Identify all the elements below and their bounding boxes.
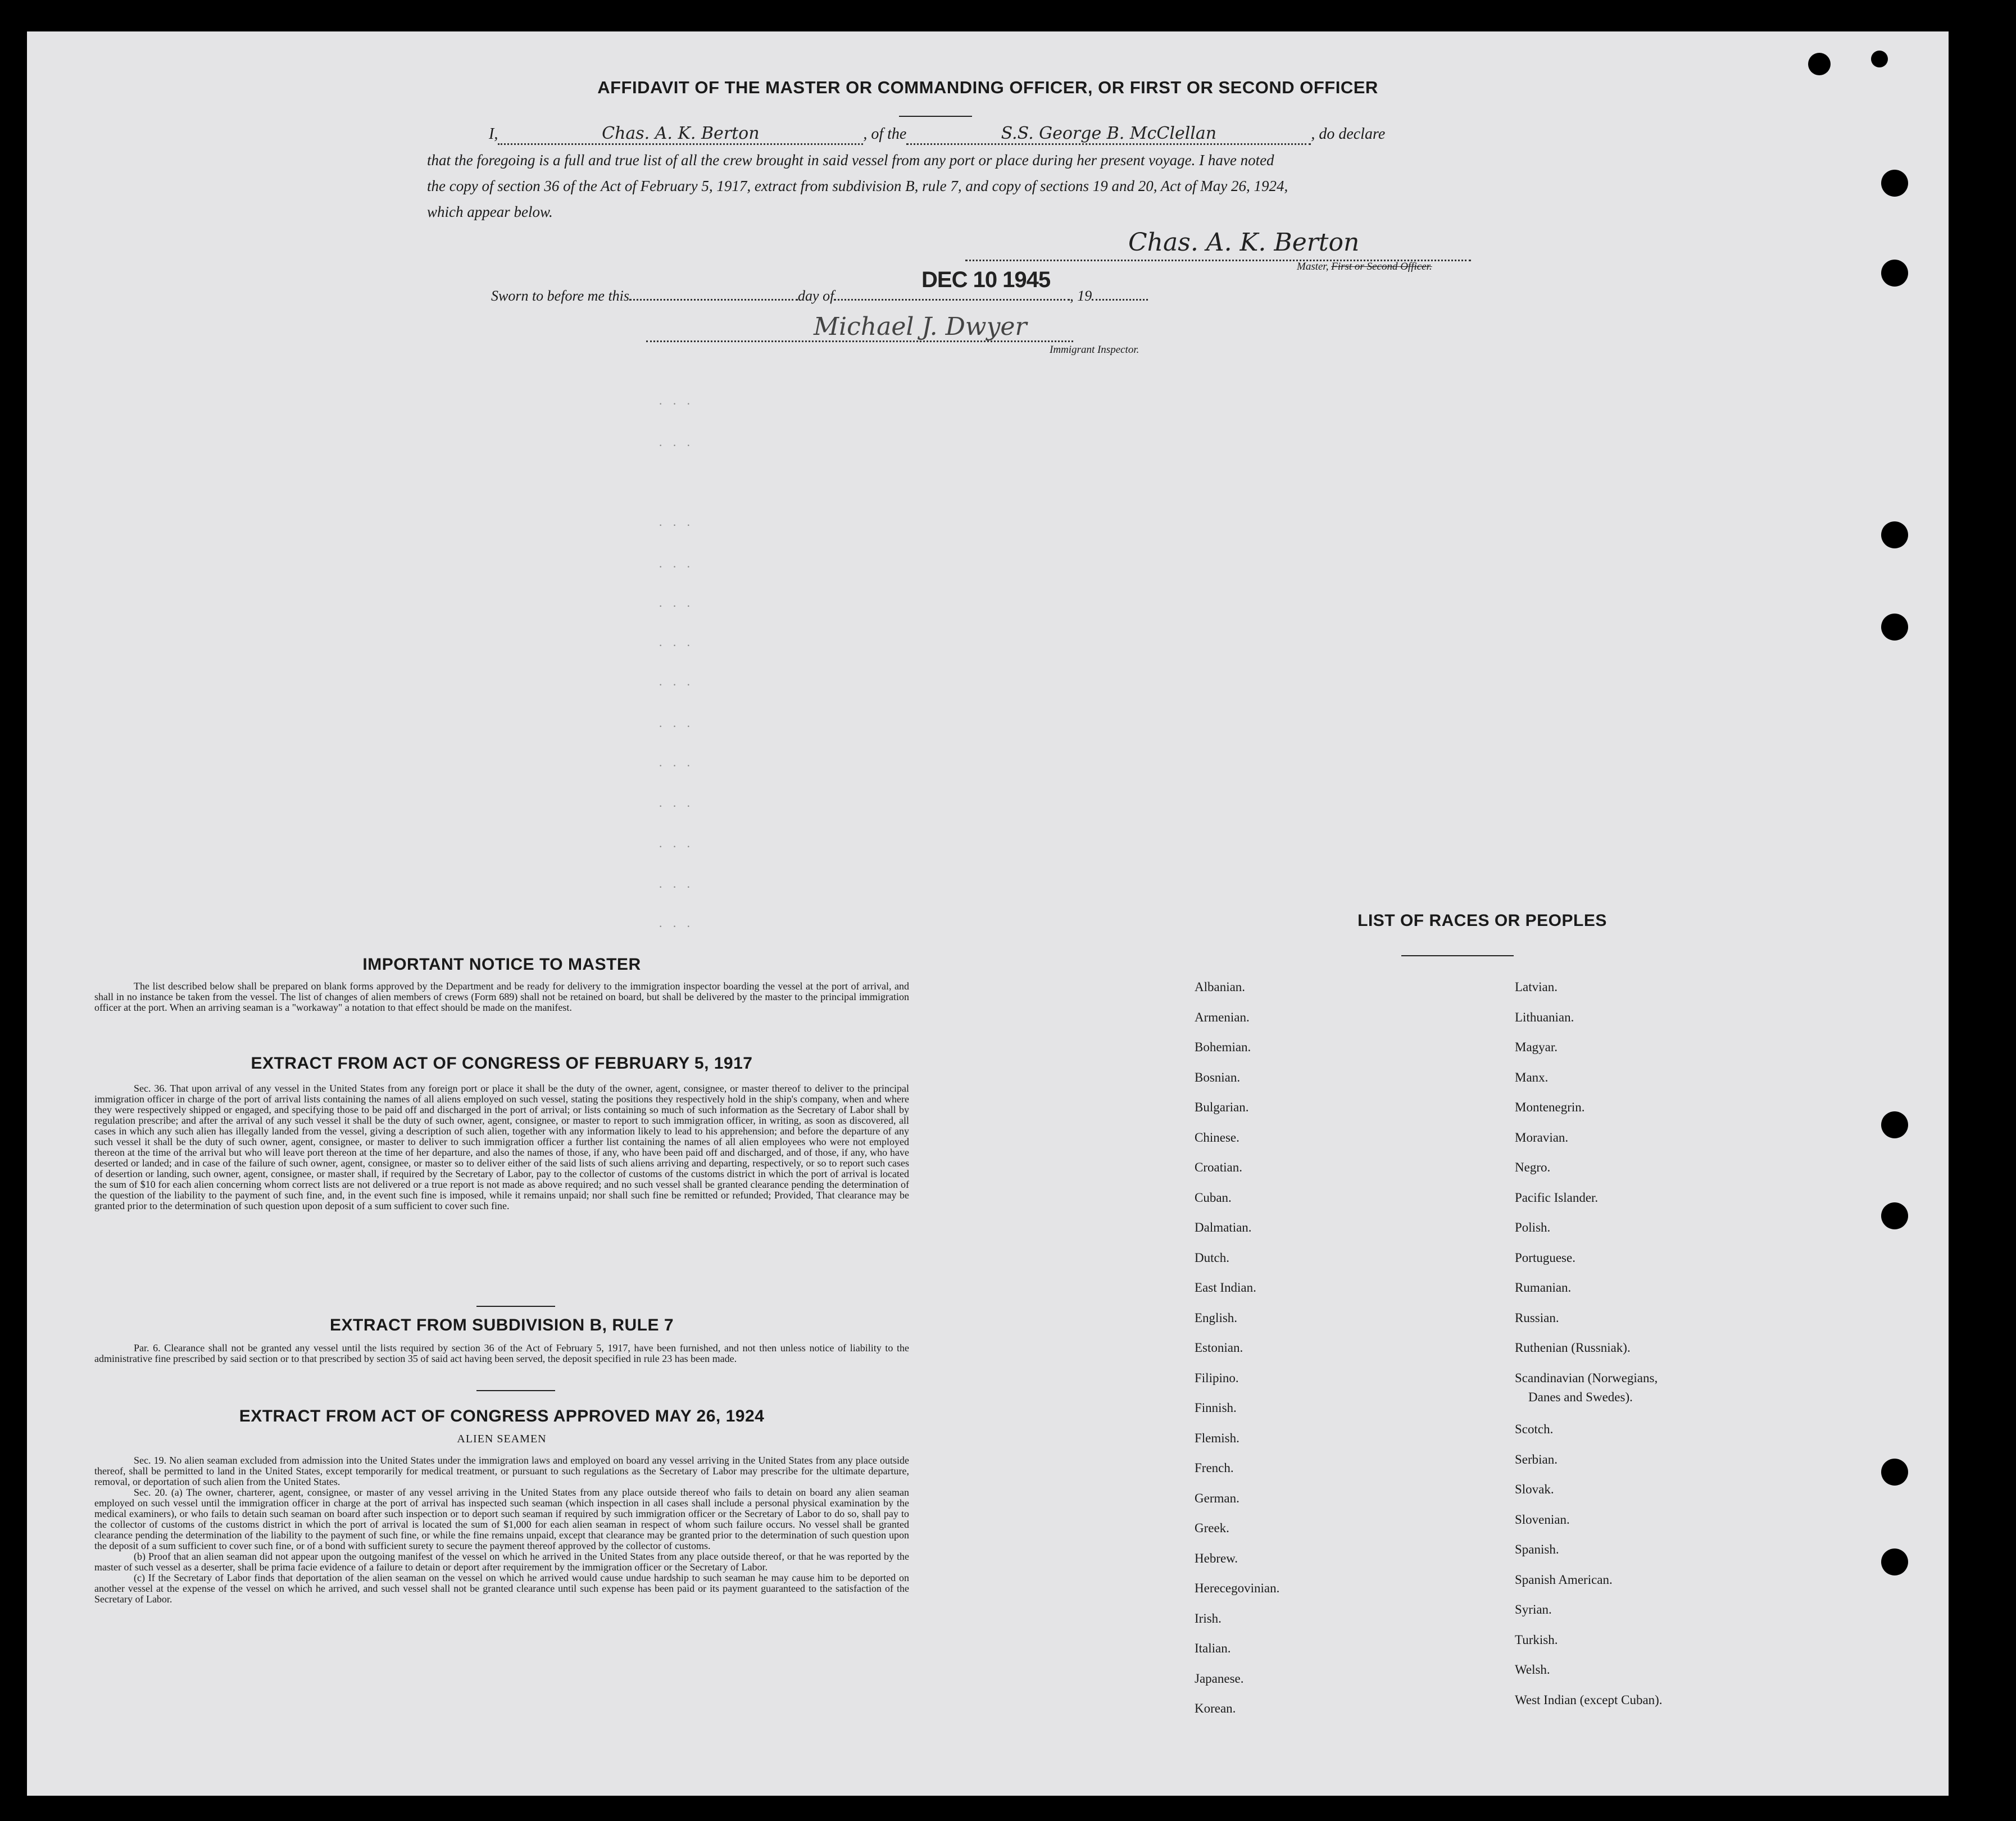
extract-rule7-title: EXTRACT FROM SUBDIVISION B, RULE 7 xyxy=(329,1316,674,1334)
faint-mark: · · · xyxy=(659,880,694,894)
sec-20a: Sec. 20. (a) The owner, charterer, agent, consignee, or master of any vessel arriving in the United States from any place outside thereof who fails to detain on board any alien seaman employed on such vessel until the immigration officer in charge at the port of arrival has inspected such seaman (which inspection in all cases shall include a personal physical examination by the medical examiners), or who fails to detain such seaman on board after such inspection or to deport such seaman if required by such immigration officer or the Secretary of Labor to do so, shall pay to the collector of customs of the customs district in which the port of arrival is located the sum of $1,000 for each alien seaman in respect of whom such failure occurs. No vessel shall be granted clearance pending the determination of the liability to the payment of such fine, or while the fine remains unpaid, except that clearance may be granted prior to the determination of such question upon the deposit of a sum sufficient to cover such fine, or of a bond with sufficient surety to secure the payment thereof approved by the collector of customs. xyxy=(94,1487,909,1551)
extract-1917-title: EXTRACT FROM ACT OF CONGRESS OF FEBRUARY 5, 1917 xyxy=(251,1054,753,1073)
race-item: Bulgarian. xyxy=(1195,1100,1249,1114)
race-item: Pacific Islander. xyxy=(1515,1190,1599,1205)
punch-hole xyxy=(1871,51,1888,67)
declaration-line-3: the copy of section 36 of the Act of February 5, 1917, extract from subdivision B, rule 7, and copy of sections 19 and 20, Act of May 26, 1924, xyxy=(427,178,1288,194)
race-item: Serbian. xyxy=(1515,1452,1558,1466)
faint-mark: · · · xyxy=(659,397,694,411)
race-item: Lithuanian. xyxy=(1515,1010,1574,1024)
sec-20b: (b) Proof that an alien seaman did not appear upon the outgoing manifest of the vessel on which he arrived in the United States from any place outside thereof, or that he was reported by the master of such vessel as a deserter, shall be prima facie evidence of a failure to detain or deport after requirement by the immigration officer or the Secretary of Labor. xyxy=(94,1551,909,1573)
affidavit-title: AFFIDAVIT OF THE MASTER OR COMMANDING OFFICER, OR FIRST OR SECOND OFFICER xyxy=(597,78,1378,97)
title-divider xyxy=(899,116,972,117)
race-item: Croatian. xyxy=(1195,1160,1242,1174)
punch-hole xyxy=(1881,614,1908,641)
race-item: Negro. xyxy=(1515,1160,1551,1174)
faint-mark: · · · xyxy=(659,678,694,692)
race-item: English. xyxy=(1195,1310,1238,1325)
race-item: Estonian. xyxy=(1195,1341,1243,1355)
faint-mark: · · · xyxy=(659,438,694,452)
race-item: Polish. xyxy=(1515,1220,1551,1234)
race-item: German. xyxy=(1195,1491,1239,1505)
sec-20c: (c) If the Secretary of Labor finds that deportation of the alien seaman on the vessel on which he arrived would cause undue hardship to such seaman he may cause him to be deported on another vessel at the expense of the vessel on which he arrived, and such vessel shall not be granted clearance until such expense has been paid or its payment guaranteed to the satisfaction of the Secretary of Labor. xyxy=(94,1572,909,1605)
faint-mark: · · · xyxy=(659,638,694,652)
race-item: French. xyxy=(1195,1461,1234,1475)
race-item: Moravian. xyxy=(1515,1130,1569,1145)
race-item: Italian. xyxy=(1195,1641,1231,1655)
race-item: Korean. xyxy=(1195,1701,1236,1715)
sworn-year: , 19 xyxy=(1070,288,1092,304)
sworn-prefix: Sworn to before me this xyxy=(491,288,630,304)
race-item: Herecegovinian. xyxy=(1195,1581,1280,1595)
document-page xyxy=(27,31,1949,1796)
faint-mark: · · · xyxy=(659,719,694,733)
sec-19: Sec. 19. No alien seaman excluded from admission into the United States under the immigration laws and employed on board any vessel arriving in the United States from any place outside thereof, shall be permitted to land in the United States, except temporarily for medical treatment, or pursuant to such regulations as the Secretary of Labor may prescribe for the ultimate departure, removal, or deportation of such alien from the United States. xyxy=(94,1455,909,1487)
race-item: Russian. xyxy=(1515,1310,1559,1325)
race-item: Magyar. xyxy=(1515,1040,1558,1054)
declaration-line-2: that the foregoing is a full and true list of all the crew brought in said vessel from any port or place during her present voyage. I have noted xyxy=(427,152,1274,169)
race-item: Spanish. xyxy=(1515,1542,1559,1556)
race-item: Spanish American. xyxy=(1515,1572,1613,1587)
vessel-name-handwritten: S.S. George B. McClellan xyxy=(906,124,1311,145)
extract-1924-body xyxy=(94,1455,909,1605)
punch-hole xyxy=(1881,1548,1908,1575)
inspector-caption: Immigrant Inspector. xyxy=(1050,344,1139,356)
extract-rule7-body: Par. 6. Clearance shall not be granted any vessel until the lists required by section 36 of the Act of February 5, 1917, have been furnished, and not then unless notice of liability to the administrative fine prescribed by said section or to that prescribed by section 35 of said act having been served, the deposit specified in rule 23 has been made. xyxy=(94,1342,909,1364)
race-item: Manx. xyxy=(1515,1070,1549,1084)
races-title: LIST OF RACES OR PEOPLES xyxy=(1357,911,1607,930)
race-item: Montenegrin. xyxy=(1515,1100,1585,1114)
declaration-line-4: which appear below. xyxy=(427,203,553,220)
races-divider xyxy=(1401,955,1514,956)
date-stamp: DEC 10 1945 xyxy=(921,267,1051,292)
master-name-handwritten: Chas. A. K. Berton xyxy=(498,124,863,145)
punch-hole xyxy=(1881,170,1908,197)
race-item: Japanese. xyxy=(1195,1671,1244,1686)
punch-hole xyxy=(1881,1202,1908,1229)
sworn-date-line xyxy=(834,299,1070,301)
line1-mid: , of the xyxy=(863,125,907,143)
extract-1917-body: Sec. 36. That upon arrival of any vessel in the United States from any foreign port or place it shall be the duty of the owner, agent, consignee, or master thereof to deliver to the principal immigration officer in charge of the port of arrival lists containing the names of all aliens employed on such vessel, stating the positions they respectively hold in the ship's company, when and where they were respectively shipped or engaged, and specifying those to be paid off and discharged in the port of arrival; or lists containing so much of such information as the Secretary of Labor shall by regulation prescribe; and after the arrival of any such vessel it shall be the duty of such owner, agent, consignee, or master to report to such immigration officer, in writing, as soon as discovered, all cases in which any such alien has illegally landed from the vessel, giving a description of such alien, together with any information likely to lead to his apprehension; and before the departure of any such vessel it shall be the duty of such owner, agent, consignee, or master to deliver to such immigration officer a further list containing the names of all alien employees who were not employed thereon at the time of the arrival but who will leave port thereon at the time of her departure, and also the names of those, if any, who have been paid off and discharged, and of those, if any, who have deserted or landed; and in case of the failure of such owner, agent, consignee, or master so to deliver either of the said lists of such aliens arriving and departing, respectively, or so to report such cases of desertion or landing, such owner, agent, consignee, or master shall, if required by the Secretary of Labor, pay to the collector of customs of the customs district in which the port of arrival is located the sum of $10 for each alien concerning whom correct lists are not delivered or a true report is not made as above required; and no such vessel shall be granted clearance pending the determination of the question of the liability to the payment of such fine, and, in the event such fine is imposed, while it remains unpaid; nor shall such fine be remitted or refunded; Provided, That clearance may be granted prior to the determination of such question upon deposit of a sum sufficient to cover such fine. xyxy=(94,1083,909,1211)
punch-hole xyxy=(1881,1459,1908,1486)
punch-hole xyxy=(1808,53,1831,75)
race-item: Dutch. xyxy=(1195,1250,1229,1265)
faint-mark: · · · xyxy=(659,799,694,813)
notice-title: IMPORTANT NOTICE TO MASTER xyxy=(362,955,641,974)
race-item: Bohemian. xyxy=(1195,1040,1251,1054)
signature-caption xyxy=(1297,261,1432,273)
section-divider xyxy=(476,1390,555,1391)
alien-seamen-subtitle: ALIEN SEAMEN xyxy=(457,1433,547,1445)
punch-hole xyxy=(1881,521,1908,548)
master-signature: Chas. A. K. Berton xyxy=(1128,228,1360,257)
race-item: Bosnian. xyxy=(1195,1070,1241,1084)
race-item: Albanian. xyxy=(1195,980,1246,994)
inspector-signature: Michael J. Dwyer xyxy=(814,312,1027,341)
race-item: Armenian. xyxy=(1195,1010,1250,1024)
race-item: Rumanian. xyxy=(1515,1280,1572,1295)
race-item: Turkish. xyxy=(1515,1632,1558,1647)
faint-mark: · · · xyxy=(659,518,694,532)
faint-mark: · · · xyxy=(659,919,694,933)
faint-mark: · · · xyxy=(659,599,694,613)
faint-mark: · · · xyxy=(659,759,694,773)
race-item: Greek. xyxy=(1195,1521,1229,1535)
caption-struck: First or Second Officer. xyxy=(1331,261,1432,273)
race-item: West Indian (except Cuban). xyxy=(1515,1692,1663,1707)
section-divider xyxy=(476,1306,555,1307)
race-item: Finnish. xyxy=(1195,1401,1237,1415)
race-item: Syrian. xyxy=(1515,1602,1552,1616)
punch-hole xyxy=(1881,1111,1908,1138)
sworn-dots xyxy=(629,299,798,301)
race-item: Chinese. xyxy=(1195,1130,1239,1145)
race-item: Flemish. xyxy=(1195,1431,1239,1445)
sworn-day: day of xyxy=(798,288,834,304)
punch-hole xyxy=(1881,260,1908,287)
race-item: Scotch. xyxy=(1515,1422,1554,1436)
declaration-line-1 xyxy=(489,124,1385,145)
notice-body: The list described below shall be prepared on blank forms approved by the Department and be ready for delivery to the immigration inspector boarding the vessel at the port of arrival, and shall in no instance be taken from the vessel. The list of changes of alien members of crews (Form 689) shall not be retained on board, but shall be delivered by the master to the principal immigration officer at the port. When an arriving seaman is a "workaway" a notation to that effect should be made on the manifest. xyxy=(94,980,909,1013)
race-item: Portuguese. xyxy=(1515,1250,1575,1265)
caption-master: Master, xyxy=(1297,261,1329,273)
race-item: Filipino. xyxy=(1195,1370,1239,1385)
faint-mark: · · · xyxy=(659,560,694,574)
race-item: East Indian. xyxy=(1195,1280,1256,1295)
race-item: Hebrew. xyxy=(1195,1551,1238,1565)
race-item: Ruthenian (Russniak). xyxy=(1515,1341,1631,1355)
faint-mark: · · · xyxy=(659,839,694,853)
race-item: Slovak. xyxy=(1515,1482,1554,1496)
race-item: Dalmatian. xyxy=(1195,1220,1252,1234)
line1-prefix: I, xyxy=(489,125,498,143)
race-item: Latvian. xyxy=(1515,980,1558,994)
race-item: Scandinavian (Norwegians, xyxy=(1515,1370,1658,1385)
race-item: Danes and Swedes). xyxy=(1528,1389,1633,1404)
line1-suffix: , do declare xyxy=(1311,125,1386,143)
race-item: Cuban. xyxy=(1195,1190,1232,1205)
sworn-year-dots xyxy=(1092,299,1148,301)
race-item: Slovenian. xyxy=(1515,1512,1570,1527)
race-item: Welsh. xyxy=(1515,1663,1550,1677)
race-item: Irish. xyxy=(1195,1611,1222,1625)
extract-1924-title: EXTRACT FROM ACT OF CONGRESS APPROVED MAY 26, 1924 xyxy=(239,1407,765,1425)
